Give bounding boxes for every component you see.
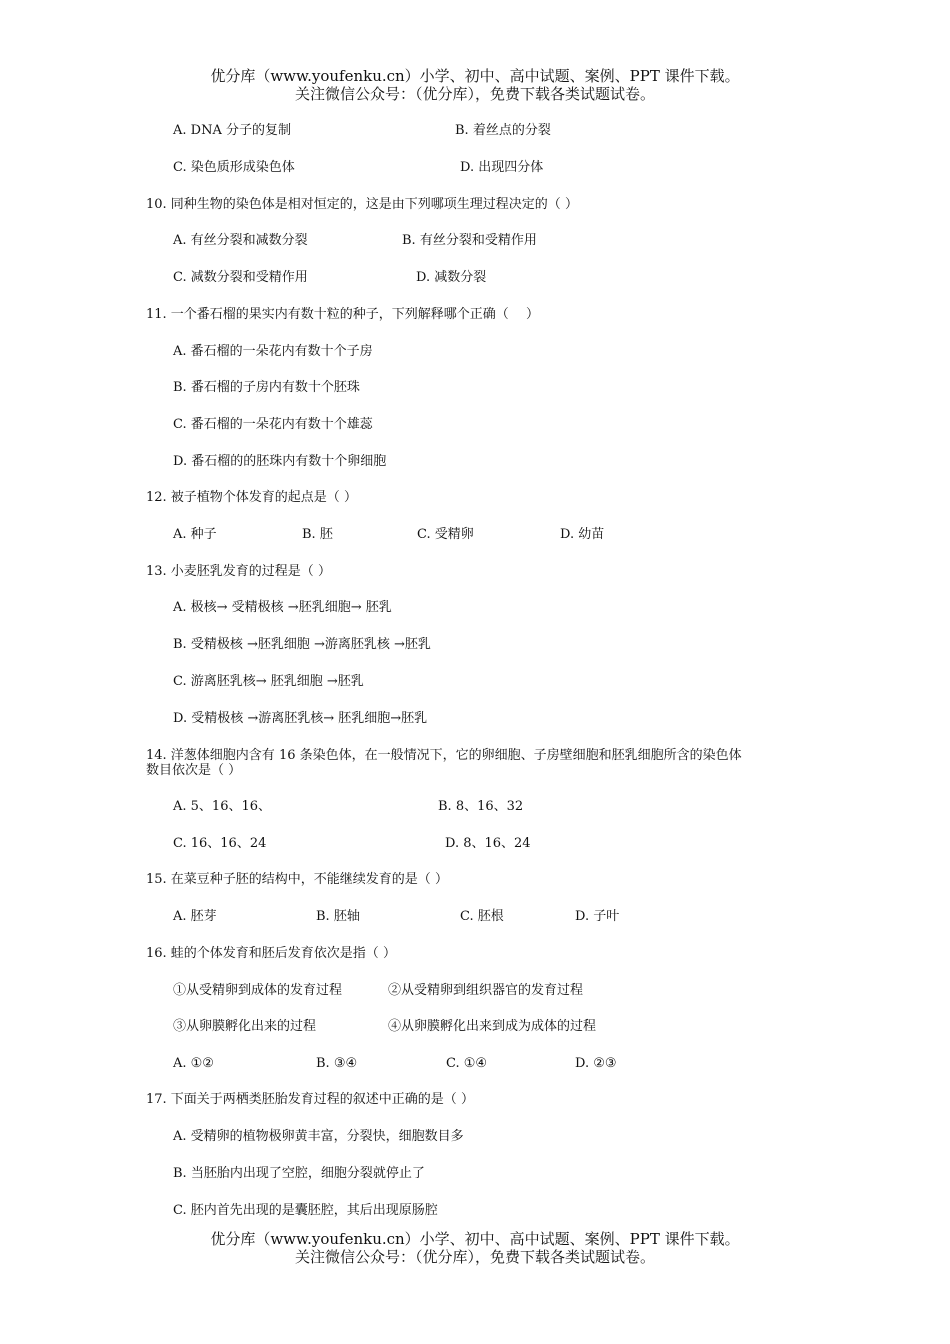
q11-option-a: A. 番石榴的一朵花内有数十个子房 bbox=[173, 344, 373, 359]
q11-option-c: C. 番石榴的一朵花内有数十个雄蕊 bbox=[173, 417, 373, 432]
q10-option-b: B. 有丝分裂和受精作用 bbox=[402, 233, 537, 248]
q17-option-c: C. 胚内首先出现的是囊胚腔，其后出现原肠腔 bbox=[173, 1203, 438, 1218]
q13-option-d: D. 受精极核 →游离胚乳核→ 胚乳细胞→胚乳 bbox=[173, 711, 428, 726]
page-header bbox=[0, 67, 950, 103]
q17-option-a: A. 受精卵的植物极卵黄丰富，分裂快，细胞数目多 bbox=[173, 1129, 464, 1144]
q11-option-d: D. 番石榴的的胚珠内有数十个卵细胞 bbox=[173, 454, 387, 469]
q15-option-d: D. 子叶 bbox=[575, 909, 620, 924]
q9-option-d: D. 出现四分体 bbox=[460, 160, 544, 175]
q13-option-b: B. 受精极核 →胚乳细胞 →游离胚乳核 →胚乳 bbox=[173, 637, 431, 652]
footer-line-1: 优分库（www.youfenku.cn）小学、初中、高中试题、案例、PPT 课件下载。 bbox=[210, 1230, 740, 1248]
q14-stem-line-2: 数目依次是（ ） bbox=[146, 763, 242, 778]
q12-option-c: C. 受精卵 bbox=[417, 527, 474, 542]
q9-option-b: B. 着丝点的分裂 bbox=[455, 123, 551, 138]
q13-option-c: C. 游离胚乳核→ 胚乳细胞 →胚乳 bbox=[173, 674, 364, 689]
q16-statement-4: ④从卵膜孵化出来到成为成体的过程 bbox=[388, 1019, 597, 1034]
q16-option-a: A. ①② bbox=[173, 1056, 214, 1071]
page-footer bbox=[0, 1230, 950, 1266]
q16-statement-2: ②从受精卵到组织器官的发育过程 bbox=[388, 983, 584, 998]
q12-option-d: D. 幼苗 bbox=[560, 527, 605, 542]
q11-stem: 11. 一个番石榴的果实内有数十粒的种子，下列解释哪个正确（ ） bbox=[146, 307, 539, 322]
q10-option-d: D. 减数分裂 bbox=[416, 270, 487, 285]
q12-option-a: A. 种子 bbox=[173, 527, 217, 542]
q16-statement-3: ③从卵膜孵化出来的过程 bbox=[173, 1019, 317, 1034]
q16-statement-1: ①从受精卵到成体的发育过程 bbox=[173, 983, 343, 998]
q17-option-b: B. 当胚胎内出现了空腔，细胞分裂就停止了 bbox=[173, 1166, 425, 1181]
q9-option-c: C. 染色质形成染色体 bbox=[173, 160, 295, 175]
q15-option-a: A. 胚芽 bbox=[173, 909, 217, 924]
q15-stem: 15. 在菜豆种子胚的结构中，不能继续发育的是（ ） bbox=[146, 872, 448, 887]
q16-option-b: B. ③④ bbox=[316, 1056, 358, 1071]
q14-option-a: A. 5、16、16、 bbox=[173, 799, 272, 814]
q13-stem: 13. 小麦胚乳发育的过程是（ ） bbox=[146, 564, 331, 579]
q10-option-a: A. 有丝分裂和减数分裂 bbox=[173, 233, 308, 248]
q11-option-b: B. 番石榴的子房内有数十个胚珠 bbox=[173, 380, 360, 395]
q9-option-a: A. DNA 分子的复制 bbox=[173, 123, 291, 138]
q10-option-c: C. 减数分裂和受精作用 bbox=[173, 270, 308, 285]
header-line-1: 优分库（www.youfenku.cn）小学、初中、高中试题、案例、PPT 课件下载。 bbox=[210, 67, 740, 85]
q16-option-d: D. ②③ bbox=[575, 1056, 617, 1071]
q17-stem: 17. 下面关于两栖类胚胎发育过程的叙述中正确的是（ ） bbox=[146, 1092, 474, 1107]
q14-option-d: D. 8、16、24 bbox=[445, 836, 531, 851]
q14-option-c: C. 16、16、24 bbox=[173, 836, 267, 851]
footer-line-2: 关注微信公众号：（优分库），免费下载各类试题试卷。 bbox=[294, 1248, 655, 1266]
q10-stem: 10. 同种生物的染色体是相对恒定的，这是由下列哪项生理过程决定的（ ） bbox=[146, 197, 578, 212]
q14-stem-line-1: 14. 洋葱体细胞内含有 16 条染色体，在一般情况下，它的卵细胞、子房壁细胞和胚乳细胞所含的染色体 bbox=[146, 748, 742, 763]
q12-stem: 12. 被子植物个体发育的起点是（ ） bbox=[146, 490, 357, 505]
q14-option-b: B. 8、16、32 bbox=[438, 799, 524, 814]
q15-option-c: C. 胚根 bbox=[460, 909, 504, 924]
q16-option-c: C. ①④ bbox=[446, 1056, 488, 1071]
q16-stem: 16. 蛙的个体发育和胚后发育依次是指（ ） bbox=[146, 946, 396, 961]
q12-option-b: B. 胚 bbox=[302, 527, 333, 542]
q13-option-a: A. 极核→ 受精极核 →胚乳细胞→ 胚乳 bbox=[173, 600, 392, 615]
q15-option-b: B. 胚轴 bbox=[316, 909, 360, 924]
header-line-2: 关注微信公众号：（优分库），免费下载各类试题试卷。 bbox=[294, 85, 655, 103]
